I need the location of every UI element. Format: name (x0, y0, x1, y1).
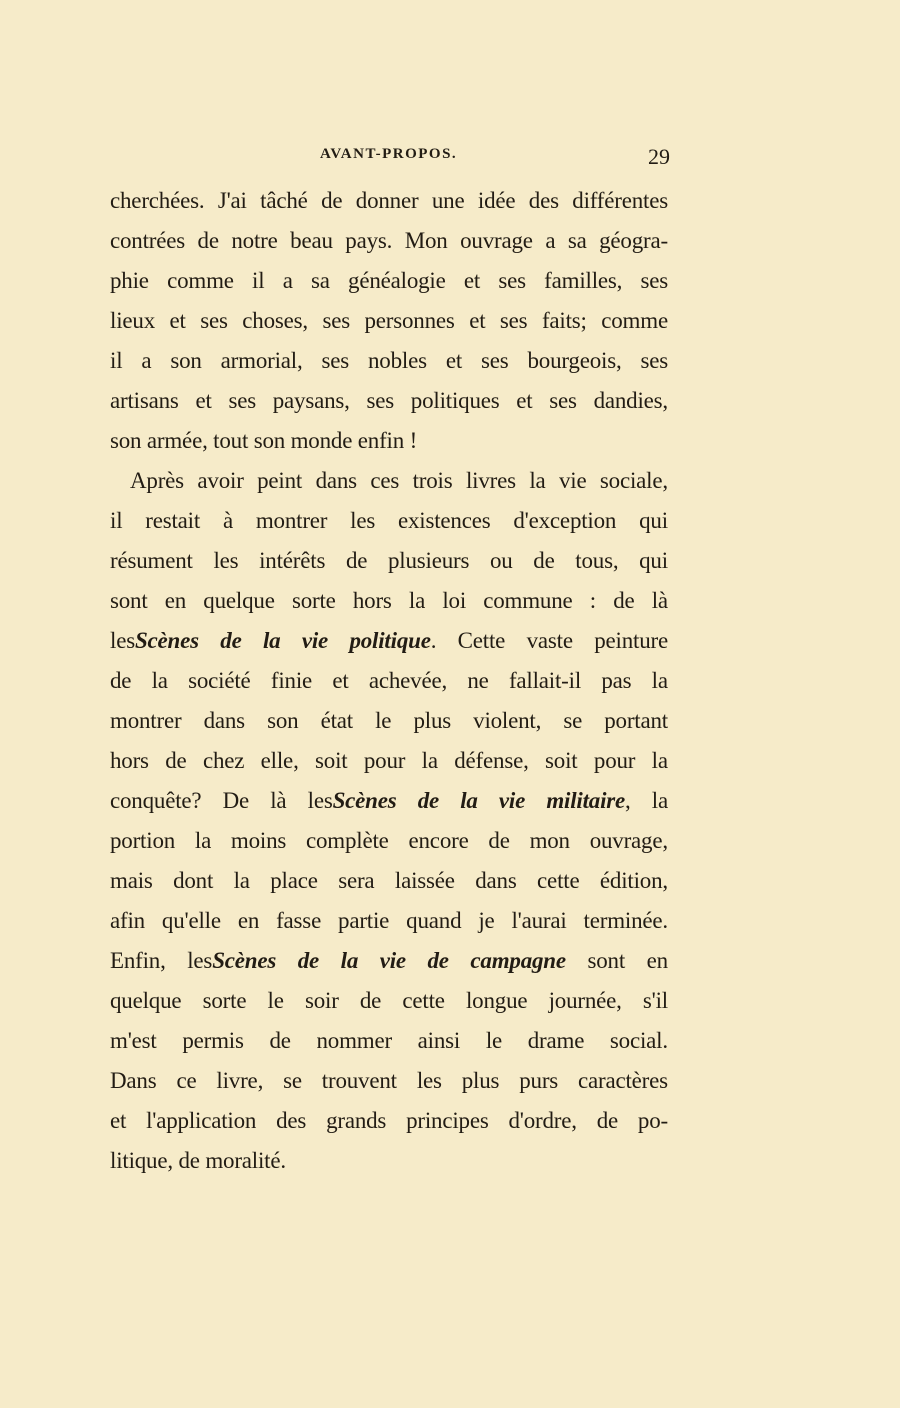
italic-title-word: de (427, 948, 449, 973)
word: tous, (575, 548, 619, 573)
word: dans (203, 708, 245, 733)
word: cherchées. (110, 188, 205, 213)
word: ses (322, 308, 350, 333)
word: de (197, 228, 219, 253)
word: intérêts (259, 548, 326, 573)
word: a (141, 348, 152, 373)
text-line (110, 781, 668, 821)
word: a (282, 268, 293, 293)
word: comme (601, 308, 668, 333)
italic-title-word: de (417, 788, 440, 813)
word: violent, (473, 708, 542, 733)
word: montrer (110, 708, 182, 733)
word: politiques (410, 388, 500, 413)
text-line (110, 501, 668, 541)
word: contrées (110, 228, 186, 253)
word: permis (182, 1028, 244, 1053)
word: drame (527, 1028, 585, 1053)
word: et (469, 308, 486, 333)
word: principes (406, 1108, 489, 1133)
word: plus (413, 708, 451, 733)
word: son (267, 708, 299, 733)
italic-title-word: de (220, 628, 242, 653)
word: là (270, 788, 287, 813)
word: ainsi (417, 1028, 461, 1053)
word: longue (465, 988, 528, 1013)
word: loi (442, 588, 467, 613)
word (187, 941, 276, 981)
word: de (321, 188, 343, 213)
text-line (110, 1021, 668, 1061)
text-line (110, 621, 668, 661)
word: existences (397, 508, 491, 533)
italic-title-word: de (297, 948, 320, 973)
page-number: 29 (648, 144, 670, 169)
word: Après (130, 468, 184, 493)
word: trouvent (321, 1068, 397, 1093)
word: je (478, 908, 495, 933)
text-segment: litique, de moralité. (110, 1148, 286, 1173)
word: dont (173, 868, 214, 893)
word: terminée. (583, 908, 668, 933)
word: nommer (316, 1028, 392, 1053)
word: il (110, 508, 123, 533)
word: de (596, 1108, 619, 1133)
word: soit (545, 748, 578, 773)
word: quand (406, 908, 462, 933)
italic-title-word: vie (498, 788, 526, 813)
word: le (375, 708, 392, 733)
word: moins (230, 828, 287, 853)
word: fasse (276, 908, 322, 933)
word: ce (176, 1068, 197, 1093)
word: ouvrage (460, 228, 533, 253)
word: hors (110, 748, 149, 773)
word: artisans (110, 388, 179, 413)
word: ses (549, 388, 577, 413)
word: partie (338, 908, 390, 933)
word: Mon (404, 228, 448, 253)
word: et (332, 668, 349, 693)
word: qui (639, 548, 668, 573)
word: conquête? (110, 788, 202, 813)
word: Dans (110, 1068, 157, 1093)
text-line (110, 861, 668, 901)
text-line (110, 701, 668, 741)
word: d'exception (513, 508, 617, 533)
word: po- (637, 1108, 668, 1133)
word: les (416, 1068, 442, 1093)
word: la (151, 668, 168, 693)
text-line (110, 341, 668, 381)
word: pays. (345, 228, 393, 253)
word: commune (483, 588, 573, 613)
word: purs (519, 1068, 559, 1093)
word: résument (110, 548, 193, 573)
word: différentes (572, 188, 668, 213)
word: fallait-il (508, 668, 582, 693)
word: et (516, 388, 533, 413)
text-line (110, 661, 668, 701)
text-line (110, 301, 668, 341)
word: caractères (577, 1068, 668, 1093)
word: de (488, 828, 510, 853)
word: pas (601, 668, 632, 693)
word: peint (257, 468, 303, 493)
italic-title-word: politique (349, 628, 431, 653)
word: lieux (110, 308, 155, 333)
word: les (187, 948, 213, 973)
italic-title-word: Scènes (332, 788, 397, 813)
text-line (110, 941, 668, 981)
word: il (110, 348, 123, 373)
word: et (195, 388, 212, 413)
word: donner (355, 188, 419, 213)
word: la (233, 868, 250, 893)
word: qu'elle (161, 908, 221, 933)
word: avoir (197, 468, 244, 493)
word: société (188, 668, 251, 693)
word: ses (498, 268, 526, 293)
word: s'il (642, 988, 668, 1013)
word: se (563, 708, 583, 733)
word: les (350, 508, 376, 533)
text-line (110, 981, 668, 1021)
word: peinture (594, 628, 668, 653)
word: sa (567, 228, 587, 253)
word: armorial, (220, 348, 303, 373)
word: ses (499, 308, 528, 333)
word: . (430, 628, 437, 653)
text-line (110, 821, 668, 861)
word: le (267, 988, 284, 1013)
text-line (110, 221, 668, 261)
word: J'ai (217, 188, 247, 213)
word: de (533, 548, 555, 573)
word: De (222, 788, 250, 813)
text-line (110, 1101, 668, 1141)
word: une (431, 188, 465, 213)
text-segment: son armée, tout son monde enfin ! (110, 428, 418, 453)
word: ses (228, 388, 256, 413)
text-line (110, 461, 668, 501)
word: Enfin, (110, 948, 166, 973)
text-line (110, 261, 668, 301)
text-line (110, 1061, 668, 1101)
word: familles, (544, 268, 623, 293)
word: mais (110, 868, 153, 893)
word: sorte (291, 588, 336, 613)
word: montrer (255, 508, 328, 533)
word: sont (587, 948, 626, 973)
word: sa (310, 268, 330, 293)
word: social. (609, 1028, 668, 1053)
word: : (589, 588, 596, 613)
word: la (421, 748, 438, 773)
italic-title-word: Scènes (212, 948, 277, 973)
word: en (646, 948, 668, 973)
word: la (194, 828, 212, 853)
text-line (110, 901, 668, 941)
word: encore (408, 828, 469, 853)
word: ses (480, 348, 509, 373)
word: cette (537, 868, 580, 893)
word: les (110, 628, 135, 653)
italic-title-word: vie (379, 948, 406, 973)
word: et (445, 348, 463, 373)
word: portant (604, 708, 668, 733)
word (308, 781, 397, 821)
word: sera (338, 868, 375, 893)
word: m'est (110, 1028, 157, 1053)
word: Cette (457, 628, 506, 653)
word: restait (145, 508, 201, 533)
word: livre, (216, 1068, 264, 1093)
word: de (165, 748, 187, 773)
word: soir (304, 988, 339, 1013)
word: beau (290, 228, 333, 253)
word: des (276, 1108, 307, 1133)
word: mon (529, 828, 570, 853)
word: son (170, 348, 202, 373)
word: afin (110, 908, 145, 933)
word: comme (167, 268, 234, 293)
word: laissée (394, 868, 455, 893)
word: de (110, 668, 132, 693)
word: a (545, 228, 556, 253)
word: ne (467, 668, 489, 693)
word: l'application (146, 1108, 257, 1133)
word: à (222, 508, 233, 533)
italic-title-word: la (340, 948, 359, 973)
word: se (283, 1068, 302, 1093)
word: en (237, 908, 260, 933)
word: la (529, 468, 546, 493)
word: phie (110, 268, 149, 293)
word: défense, (454, 748, 529, 773)
word: d'ordre, (508, 1108, 577, 1133)
word: elle, (260, 748, 299, 773)
word: vie (558, 468, 587, 493)
word: la (651, 748, 668, 773)
word: dandies, (593, 388, 668, 413)
word: il (252, 268, 265, 293)
word: faits; (541, 308, 587, 333)
word: choses, (242, 308, 308, 333)
word (546, 781, 630, 821)
word: plus (461, 1068, 500, 1093)
word: dans (315, 468, 357, 493)
word: livres (465, 468, 516, 493)
word: ses (200, 308, 228, 333)
running-title: AVANT-PROPOS. (320, 146, 458, 162)
word: le (485, 1028, 503, 1053)
word: personnes (364, 308, 455, 333)
word: et (169, 308, 186, 333)
word: plusieurs (387, 548, 470, 573)
text-line (110, 581, 668, 621)
body-text (110, 181, 668, 1181)
word: portion (110, 828, 176, 853)
word: achevée, (368, 668, 448, 693)
word: pour (363, 748, 406, 773)
word: nobles (367, 348, 427, 373)
word: pour (593, 748, 636, 773)
word: , (625, 788, 631, 813)
word (110, 621, 199, 661)
word: sorte (202, 988, 247, 1013)
word: la (651, 788, 668, 813)
word: chez (202, 748, 245, 773)
italic-title-word: la (460, 788, 478, 813)
italic-title-word: campagne (470, 948, 566, 973)
word: notre (231, 228, 278, 253)
italic-title-word: la (262, 628, 281, 653)
word: géogra- (599, 228, 668, 253)
word: quelque (203, 588, 275, 613)
word: les (307, 788, 333, 813)
text-line (110, 381, 668, 421)
word: ses (366, 388, 394, 413)
word: vaste (526, 628, 573, 653)
italic-title-word: militaire (546, 788, 626, 813)
word: ces (370, 468, 400, 493)
word: là (651, 588, 668, 613)
word: de (345, 548, 368, 573)
word: ses (321, 348, 350, 373)
word: des (528, 188, 559, 213)
italic-title-word: Scènes (134, 628, 199, 653)
word: édition, (599, 868, 668, 893)
word: finie (270, 668, 313, 693)
word: de (359, 988, 382, 1013)
word: idée (477, 188, 516, 213)
word: de (613, 588, 635, 613)
word: complète (305, 828, 389, 853)
word: ouvrage, (589, 828, 668, 853)
text-line (110, 1141, 668, 1181)
word: cette (402, 988, 445, 1013)
word: ses (640, 348, 668, 373)
word: la (651, 668, 668, 693)
word: dans (475, 868, 517, 893)
word: les (213, 548, 239, 573)
word: généalogie (348, 268, 446, 293)
word: trois (412, 468, 453, 493)
word: l'aurai (511, 908, 567, 933)
word: la (408, 588, 426, 613)
word (349, 621, 436, 661)
word: soit (315, 748, 348, 773)
word: tâché (260, 188, 308, 213)
word: et (463, 268, 481, 293)
running-header (110, 146, 670, 176)
word: sociale, (599, 468, 668, 493)
word: qui (639, 508, 668, 533)
word: et (110, 1108, 127, 1133)
word: bourgeois, (527, 348, 622, 373)
word: en (164, 588, 187, 613)
word: paysans, (272, 388, 350, 413)
word: ses (640, 268, 668, 293)
word: état (320, 708, 353, 733)
word: quelque (110, 988, 182, 1013)
italic-title-word: vie (301, 628, 329, 653)
word: ou (489, 548, 513, 573)
word: place (270, 868, 318, 893)
word: hors (352, 588, 392, 613)
word: sont (110, 588, 148, 613)
text-line (110, 421, 668, 461)
text-line (110, 541, 668, 581)
text-line (110, 181, 668, 221)
text-line (110, 741, 668, 781)
word: grands (326, 1108, 387, 1133)
word: de (269, 1028, 291, 1053)
word: journée, (548, 988, 622, 1013)
